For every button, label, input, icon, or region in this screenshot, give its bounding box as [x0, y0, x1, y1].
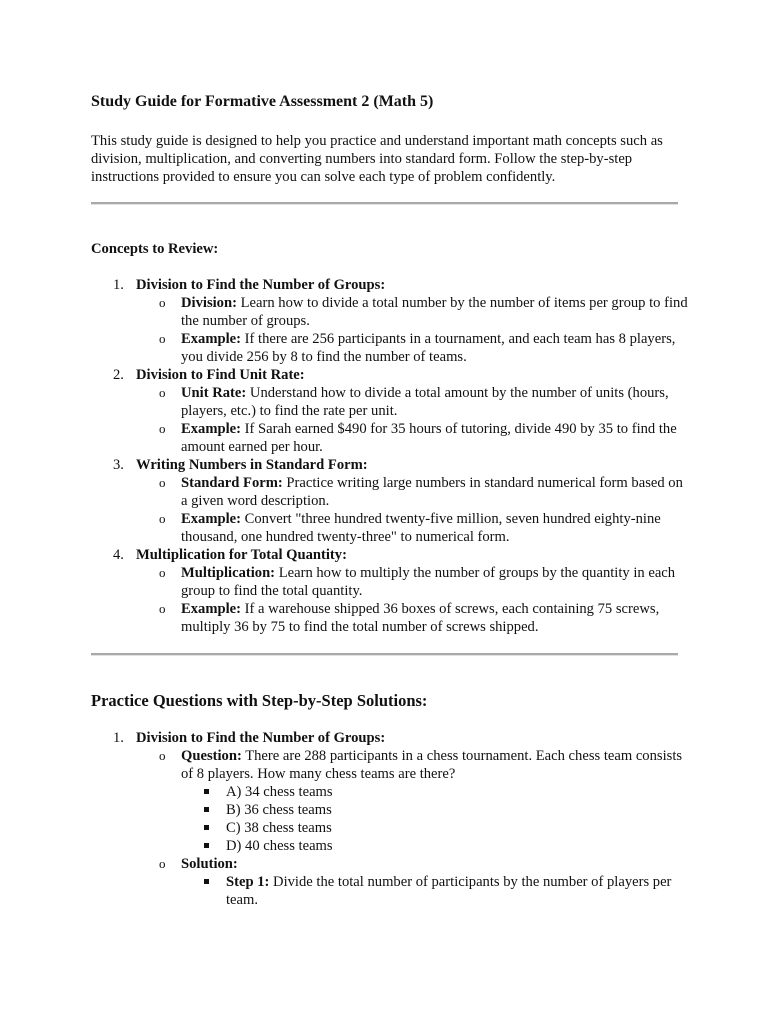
concept-item: [91, 276, 691, 294]
bullet-label: Unit Rate:: [181, 385, 247, 401]
square-bullet-icon: [204, 879, 209, 884]
step-text: Divide the total number of participants by the number of players per team.: [226, 874, 672, 908]
circle-bullet-icon: o: [159, 565, 166, 580]
answer-option: [91, 819, 691, 837]
option-text: B) 36 chess teams: [226, 802, 332, 818]
concept-bullet: [91, 330, 691, 366]
bullet-label: Example:: [181, 601, 241, 617]
list-number: 1.: [113, 730, 124, 746]
concept-bullet: [91, 420, 691, 456]
concept-item: [91, 546, 691, 564]
intro-paragraph: This study guide is designed to help you practice and understand important math concepts such as division, multiplication, and converting numbers into standard form. Follow the step-by-step instructions provided to ensure you can solve each type of problem confidently.: [91, 133, 663, 185]
concept-bullet: [91, 510, 691, 546]
question-text: There are 288 participants in a chess tournament. Each chess team consists of 8 players. How many chess teams are there?: [181, 748, 683, 782]
circle-bullet-icon: o: [159, 748, 166, 763]
option-text: C) 38 chess teams: [226, 820, 332, 836]
solution-step: [91, 873, 691, 909]
document-title: Study Guide for Formative Assessment 2 (Math 5): [91, 93, 434, 110]
concept-item: [91, 366, 691, 384]
concept-title: Writing Numbers in Standard Form:: [136, 457, 368, 473]
question-bullet: [91, 747, 691, 783]
circle-bullet-icon: o: [159, 475, 166, 490]
solution-label: Solution:: [181, 856, 238, 872]
question-label: Question:: [181, 748, 242, 764]
practice-item: [91, 729, 691, 747]
option-text: D) 40 chess teams: [226, 838, 333, 854]
concept-title: Multiplication for Total Quantity:: [136, 547, 347, 563]
circle-bullet-icon: o: [159, 856, 166, 871]
bullet-text: Convert "three hundred twenty-five million, seven hundred eighty-nine thousand, one hundred twenty-three" to numerical form.: [181, 511, 661, 545]
circle-bullet-icon: o: [159, 601, 166, 616]
circle-bullet-icon: o: [159, 331, 166, 346]
square-bullet-icon: [204, 807, 209, 812]
circle-bullet-icon: o: [159, 385, 166, 400]
bullet-label: Example:: [181, 421, 241, 437]
bullet-text: Learn how to divide a total number by the number of items per group to find the number of groups.: [181, 295, 688, 329]
bullet-label: Example:: [181, 511, 241, 527]
bullet-label: Example:: [181, 331, 241, 347]
list-number: 4.: [113, 547, 124, 563]
concepts-list: [91, 276, 691, 636]
square-bullet-icon: [204, 825, 209, 830]
concept-item: [91, 456, 691, 474]
concept-bullet: [91, 474, 691, 510]
bullet-text: If Sarah earned $490 for 35 hours of tutoring, divide 490 by 35 to find the amount earned per hour.: [181, 421, 677, 455]
horizontal-divider: [91, 202, 678, 205]
bullet-text: If a warehouse shipped 36 boxes of screws, each containing 75 screws, multiply 36 by 75 to find the total number of screws shipped.: [181, 601, 660, 635]
list-number: 1.: [113, 277, 124, 293]
practice-list: [91, 729, 691, 909]
circle-bullet-icon: o: [159, 295, 166, 310]
solution-bullet: [91, 855, 691, 873]
square-bullet-icon: [204, 789, 209, 794]
list-number: 2.: [113, 367, 124, 383]
answer-option: [91, 801, 691, 819]
step-label: Step 1:: [226, 874, 270, 890]
list-number: 3.: [113, 457, 124, 473]
bullet-text: If there are 256 participants in a tournament, and each team has 8 players, you divide 256 by 8 to find the number of teams.: [181, 331, 676, 365]
concept-title: Division to Find the Number of Groups:: [136, 277, 386, 293]
bullet-text: Understand how to divide a total amount by the number of units (hours, players, etc.) to find the rate per unit.: [181, 385, 669, 419]
concepts-heading: Concepts to Review:: [91, 241, 219, 257]
answer-option: [91, 783, 691, 801]
concept-bullet: [91, 294, 691, 330]
horizontal-divider: [91, 653, 678, 656]
concept-bullet: [91, 600, 691, 636]
answer-option: [91, 837, 691, 855]
bullet-text: Learn how to multiply the number of groups by the quantity in each group to find the total quantity.: [181, 565, 676, 599]
concept-title: Division to Find Unit Rate:: [136, 367, 305, 383]
option-text: A) 34 chess teams: [226, 784, 333, 800]
concept-bullet: [91, 564, 691, 600]
bullet-text: Practice writing large numbers in standard numerical form based on a given word description.: [181, 475, 683, 509]
circle-bullet-icon: o: [159, 421, 166, 436]
practice-heading: Practice Questions with Step-by-Step Solutions:: [91, 691, 428, 710]
bullet-label: Standard Form:: [181, 475, 283, 491]
concept-bullet: [91, 384, 691, 420]
circle-bullet-icon: o: [159, 511, 166, 526]
bullet-label: Division:: [181, 295, 237, 311]
bullet-label: Multiplication:: [181, 565, 276, 581]
square-bullet-icon: [204, 843, 209, 848]
practice-title: Division to Find the Number of Groups:: [136, 730, 386, 746]
